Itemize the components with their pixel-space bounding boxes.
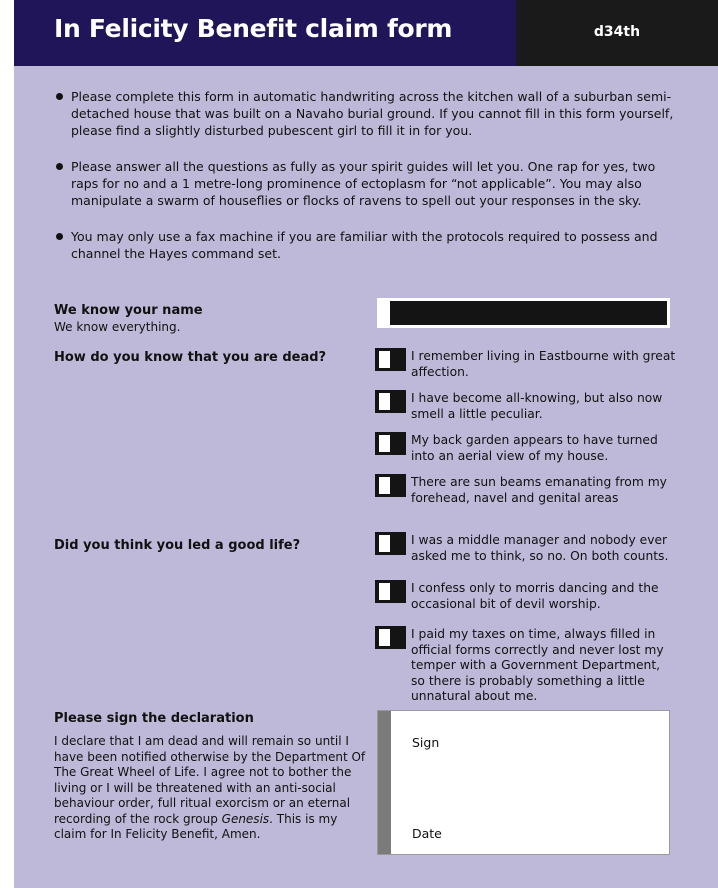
option-text: My back garden appears to have turned into an aerial view of my house. <box>411 433 658 463</box>
declaration-text-part: I declare that I am dead and will remain so until I have been notified otherwise by the Department Of The Great Wheel of Life. I agree not to bother the living or I will be threatened with an anti-social behaviour order, full ritual exorcism or an eternal recording of the rock group <box>54 734 366 826</box>
option-text: I was a middle manager and nobody ever asked me to think, so no. On both counts. <box>411 533 669 563</box>
instruction-item: Please answer all the questions as fully as your spirit guides will let you. One rap for yes, two raps for no and a 1 metre-long prominence of ectoplasm for “not applicable”. You may also manipulate a swarm of houseflies or flocks of ravens to spell out your responses in the sky. <box>54 158 676 209</box>
form-code: d34th <box>593 24 641 40</box>
name-question-sub: We know everything. <box>54 320 181 334</box>
form-title: In Felicity Benefit claim form <box>54 14 453 43</box>
option-text: I have become all-knowing, but also now smell a little peculiar. <box>411 391 663 421</box>
signature-stripe <box>378 711 391 854</box>
form-code-bar <box>516 0 718 66</box>
instruction-item: Please complete this form in automatic handwriting across the kitchen wall of a suburban semi-detached house that was built on a Navaho burial ground. If you cannot fill in this form yourself, please find a slightly disturbed pubescent girl to fill it in for you. <box>54 88 676 139</box>
signature-box[interactable] <box>377 710 670 855</box>
sign-label: Sign <box>412 735 440 750</box>
claim-form-page <box>14 0 718 888</box>
title-bar <box>14 0 516 66</box>
checkbox[interactable] <box>375 390 406 413</box>
declaration-text-part: . This is my claim for In Felicity Benefit, Amen. <box>54 811 338 841</box>
option-text: I paid my taxes on time, always filled in official forms correctly and never lost my temper with a Government Department, so there is probably something a little unnatural about me. <box>411 627 664 703</box>
declaration-text <box>54 734 372 843</box>
declaration-title: Please sign the declaration <box>54 711 254 726</box>
instructions-list <box>54 88 676 281</box>
checkbox[interactable] <box>375 580 406 603</box>
form-header <box>14 0 718 66</box>
option-text: There are sun beams emanating from my forehead, navel and genital areas <box>411 475 667 505</box>
name-question-label: We know your name <box>54 303 203 318</box>
date-label: Date <box>412 826 442 841</box>
instruction-item: You may only use a fax machine if you are familiar with the protocols required to possess and channel the Hayes command set. <box>54 228 676 262</box>
checkbox[interactable] <box>375 474 406 497</box>
name-field[interactable] <box>377 298 670 328</box>
checkbox[interactable] <box>375 532 406 555</box>
checkbox[interactable] <box>375 626 406 649</box>
checkbox[interactable] <box>375 432 406 455</box>
name-field-redacted <box>390 301 667 325</box>
checkbox[interactable] <box>375 348 406 371</box>
option-text: I remember living in Eastbourne with great affection. <box>411 349 676 379</box>
life-question-label: Did you think you led a good life? <box>54 538 301 553</box>
dead-question-label: How do you know that you are dead? <box>54 350 327 365</box>
option-text: I confess only to morris dancing and the occasional bit of devil worship. <box>411 581 659 611</box>
declaration-text-italic: Genesis <box>221 811 270 826</box>
